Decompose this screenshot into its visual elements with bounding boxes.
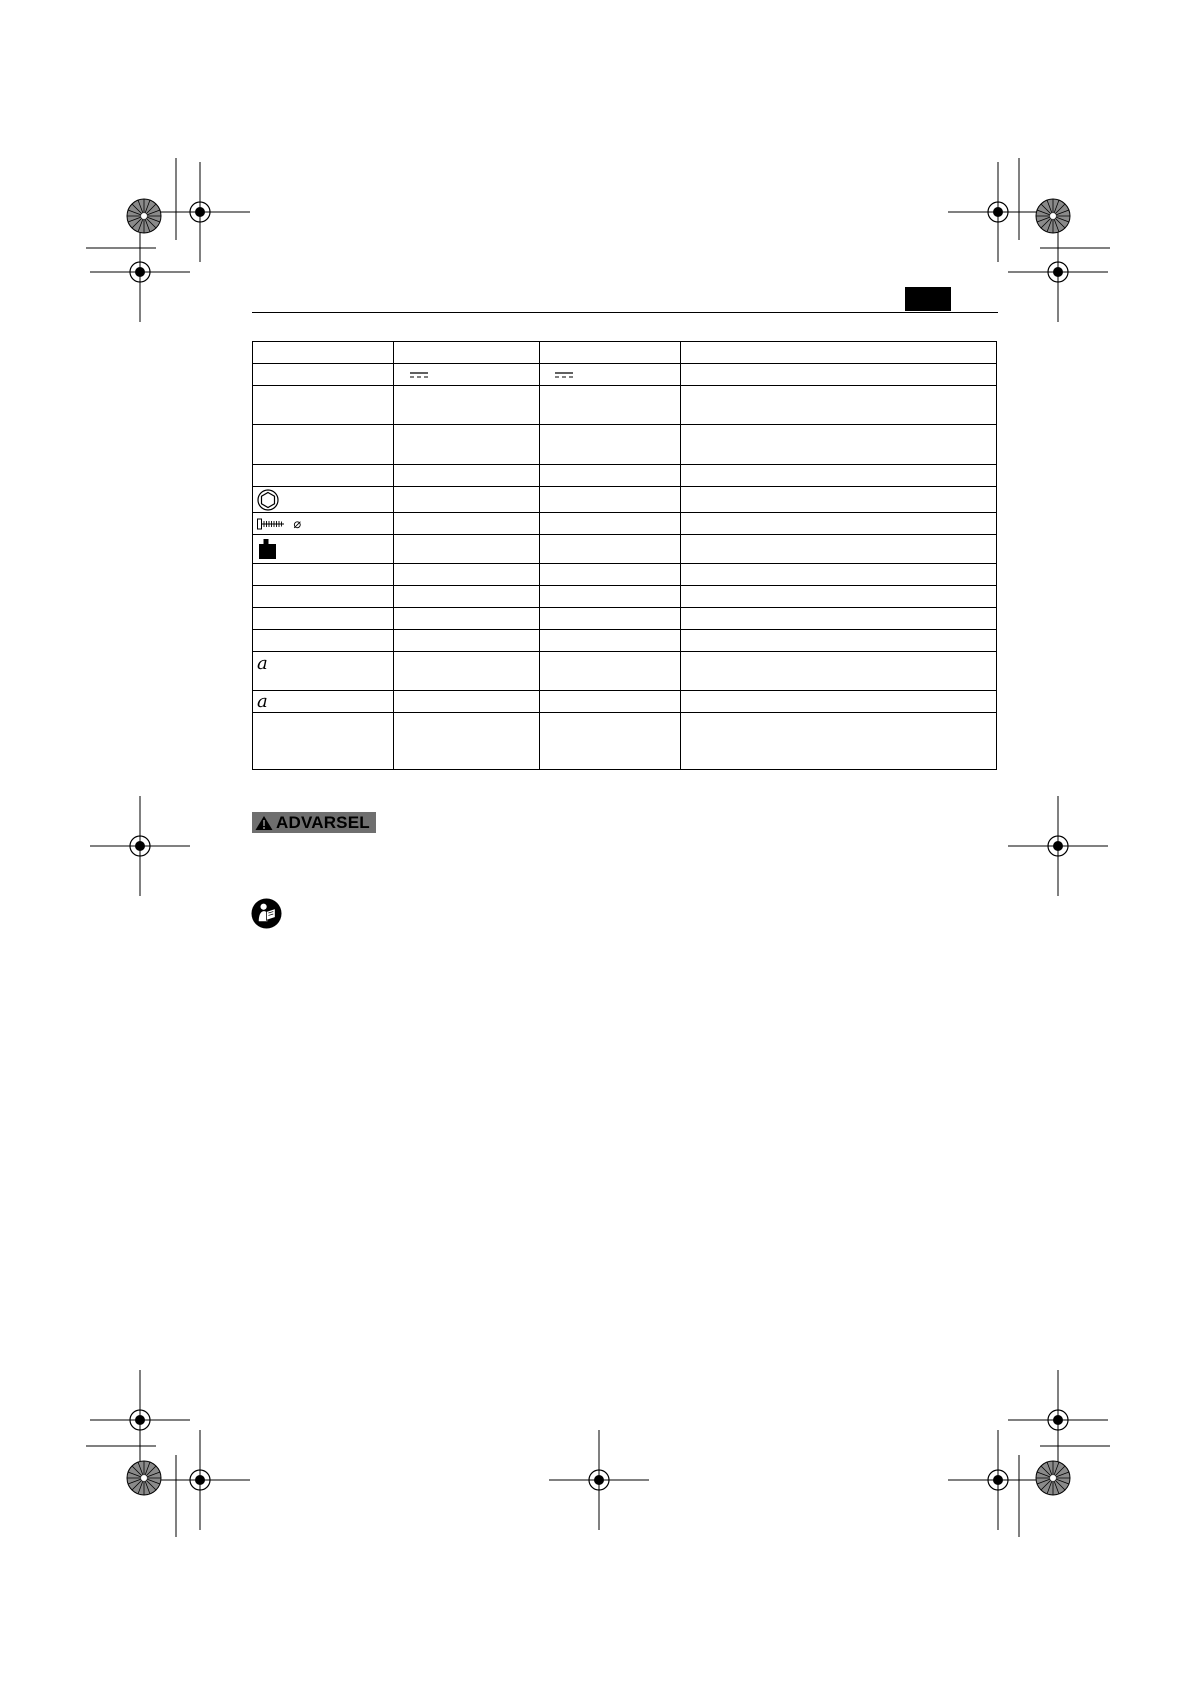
table-row	[253, 713, 997, 770]
table-cell	[394, 535, 540, 564]
table-cell	[540, 713, 681, 770]
table-cell	[681, 386, 997, 425]
table-cell	[540, 342, 681, 364]
table-row	[253, 586, 997, 608]
table-cell	[540, 586, 681, 608]
table-cell	[681, 652, 997, 691]
table-cell	[540, 513, 681, 535]
italic-a-icon: a	[257, 653, 268, 674]
warning-triangle-icon	[255, 815, 273, 831]
table-cell	[540, 691, 681, 713]
warning-badge	[252, 812, 376, 833]
table-cell	[253, 364, 394, 386]
table-cell	[253, 535, 394, 564]
table-cell	[394, 425, 540, 465]
table-cell	[253, 564, 394, 586]
table-cell	[681, 586, 997, 608]
table-cell	[681, 487, 997, 513]
read-manual-icon	[251, 898, 282, 929]
table-cell	[681, 713, 997, 770]
table-cell	[540, 630, 681, 652]
warning-label: ADVARSEL	[276, 812, 370, 832]
table-cell	[253, 487, 394, 513]
table-cell	[394, 465, 540, 487]
table-cell	[540, 386, 681, 425]
table-cell	[394, 608, 540, 630]
table-row	[253, 535, 997, 564]
italic-a-icon: a	[257, 690, 268, 712]
table-cell	[540, 535, 681, 564]
hex-nut-icon	[257, 489, 279, 511]
table-cell	[681, 535, 997, 564]
table-cell	[394, 691, 540, 713]
table-cell	[540, 487, 681, 513]
table-cell	[253, 691, 394, 713]
table-cell	[681, 342, 997, 364]
table-cell	[681, 608, 997, 630]
table-row	[253, 564, 997, 586]
table-row	[253, 630, 997, 652]
table-cell	[540, 364, 681, 386]
table-cell	[540, 608, 681, 630]
table-cell	[394, 342, 540, 364]
table-cell	[253, 586, 394, 608]
table-cell	[681, 564, 997, 586]
table-cell	[253, 713, 394, 770]
table-cell	[394, 364, 540, 386]
table-cell	[681, 513, 997, 535]
dc-current-icon	[555, 371, 573, 379]
table-row	[253, 386, 997, 425]
table-cell	[394, 487, 540, 513]
table-cell	[540, 652, 681, 691]
screw-icon	[257, 518, 285, 530]
spec-table	[252, 341, 997, 770]
table-cell	[394, 652, 540, 691]
table-cell	[394, 513, 540, 535]
table-row	[253, 465, 997, 487]
table-cell	[394, 630, 540, 652]
table-cell	[394, 713, 540, 770]
table-cell	[394, 564, 540, 586]
table-cell	[681, 364, 997, 386]
table-row	[253, 513, 997, 535]
table-cell	[253, 513, 394, 535]
table-cell	[394, 586, 540, 608]
table-cell	[681, 465, 997, 487]
table-cell	[394, 386, 540, 425]
table-cell	[253, 342, 394, 364]
table-row	[253, 691, 997, 713]
table-row	[253, 342, 997, 364]
weight-icon	[257, 538, 277, 560]
table-cell	[540, 465, 681, 487]
table-cell	[540, 425, 681, 465]
table-cell	[681, 630, 997, 652]
table-cell	[253, 630, 394, 652]
table-cell	[681, 691, 997, 713]
dc-current-icon	[410, 371, 428, 379]
diameter-symbol: ⌀	[293, 515, 302, 531]
table-cell	[253, 465, 394, 487]
table-row	[253, 364, 997, 386]
table-cell	[681, 425, 997, 465]
table-row	[253, 425, 997, 465]
table-row	[253, 487, 997, 513]
table-cell	[253, 386, 394, 425]
table-row	[253, 652, 997, 691]
table-cell	[253, 608, 394, 630]
table-cell	[253, 425, 394, 465]
table-cell	[540, 564, 681, 586]
table-row	[253, 608, 997, 630]
table-cell	[253, 652, 394, 691]
